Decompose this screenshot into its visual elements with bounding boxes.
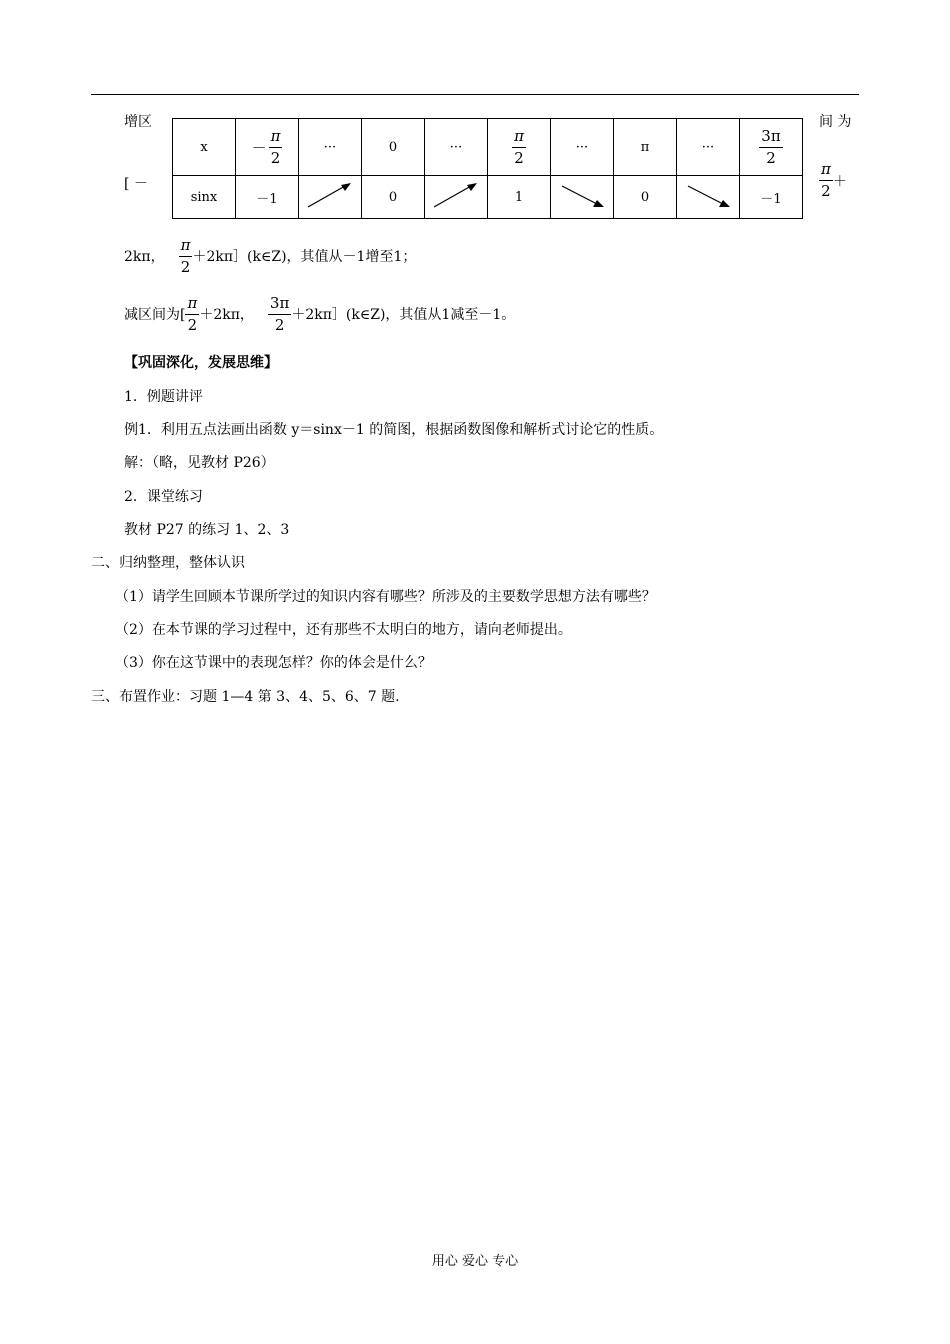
cell-ellipsis: ··· bbox=[677, 119, 740, 176]
cell-neg-pi-over-2: － $\frac{\pi}{2}$ bbox=[236, 119, 299, 176]
label-bracket-minus: [ － bbox=[124, 176, 148, 192]
cell-ellipsis: ··· bbox=[551, 119, 614, 176]
cell-x-label: x bbox=[173, 119, 236, 176]
item-example-review: 1．例题讲评 bbox=[124, 389, 203, 405]
cell-value-neg-one: －1 bbox=[236, 176, 299, 219]
page-footer: 用心 爱心 专心 bbox=[431, 1254, 519, 1269]
fraction-pi-over-2: $\frac{\pi}{2}$ bbox=[180, 235, 191, 276]
cell-ellipsis: ··· bbox=[425, 119, 488, 176]
cell-decreasing-arrow bbox=[551, 176, 614, 219]
cell-value-one: 1 bbox=[488, 176, 551, 219]
question-1: （1）请学生回顾本节课所学过的知识内容有哪些？所涉及的主要数学思想方法有哪些？ bbox=[115, 589, 656, 605]
cell-value-neg-one: －1 bbox=[740, 176, 803, 219]
cell-increasing-arrow bbox=[425, 176, 488, 219]
label-pi-over-2-plus: $\frac{\pi}{2}$ ＋ bbox=[821, 160, 847, 200]
exercise-text: 教材 P27 的练习 1、2、3 bbox=[124, 522, 290, 538]
sine-monotonicity-table bbox=[172, 118, 803, 219]
cell-pi-over-2: $\frac{\pi}{2}$ bbox=[488, 119, 551, 176]
table-row-sinx bbox=[173, 176, 803, 219]
arrow-up-right-icon bbox=[431, 180, 481, 210]
section-heading-consolidate: 【巩固深化，发展思维】 bbox=[124, 355, 278, 371]
fraction-3pi-over-2: $\frac{3\pi}{2}$ bbox=[269, 293, 290, 334]
cell-3pi-over-2: $\frac{3\pi}{2}$ bbox=[740, 119, 803, 176]
arrow-down-right-icon bbox=[683, 180, 733, 210]
increase-interval-line: 2kπ， $\frac{\pi}{2}$ ＋2kπ］(k∈Z)，其值从－1增至1； bbox=[124, 235, 417, 276]
solution-text: 解：（略，见教材 P26） bbox=[124, 455, 275, 471]
arrow-down-right-icon bbox=[557, 180, 607, 210]
cell-ellipsis: ··· bbox=[299, 119, 362, 176]
table-row-x bbox=[173, 119, 803, 176]
cell-increasing-arrow bbox=[299, 176, 362, 219]
section-homework: 三、布置作业：习题 1—4 第 3、4、5、6、7 题. bbox=[91, 689, 400, 705]
cell-decreasing-arrow bbox=[677, 176, 740, 219]
header-rule bbox=[91, 94, 859, 95]
item-class-practice: 2．课堂练习 bbox=[124, 489, 203, 505]
fraction-pi-over-2: $\frac{\pi}{2}$ bbox=[821, 160, 831, 200]
label-interval-is: 间 为 bbox=[819, 114, 852, 130]
cell-zero: 0 bbox=[362, 119, 425, 176]
example-1-text: 例1．利用五点法画出函数 y＝sinx－1 的简图，根据函数图像和解析式讨论它的性质。 bbox=[124, 422, 664, 438]
arrow-up-right-icon bbox=[305, 180, 355, 210]
cell-value-zero: 0 bbox=[362, 176, 425, 219]
cell-sinx-label: sinx bbox=[173, 176, 236, 219]
decrease-interval-line: 减区间为[ $\frac{\pi}{2}$ ＋2kπ， $\frac{3\pi}{2}$ ＋2kπ］(k∈Z)，其值从1减至－1。 bbox=[124, 293, 516, 334]
cell-pi: π bbox=[614, 119, 677, 176]
cell-value-zero: 0 bbox=[614, 176, 677, 219]
section-summary-heading: 二、归纳整理，整体认识 bbox=[91, 555, 245, 571]
fraction-pi-over-2: $\frac{\pi}{2}$ bbox=[187, 293, 198, 334]
label-increase-prefix: 增区 bbox=[124, 114, 152, 130]
question-2: （2）在本节课的学习过程中，还有那些不太明白的地方，请向老师提出。 bbox=[115, 622, 572, 638]
question-3: （3）你在这节课中的表现怎样？你的体会是什么？ bbox=[115, 655, 432, 671]
